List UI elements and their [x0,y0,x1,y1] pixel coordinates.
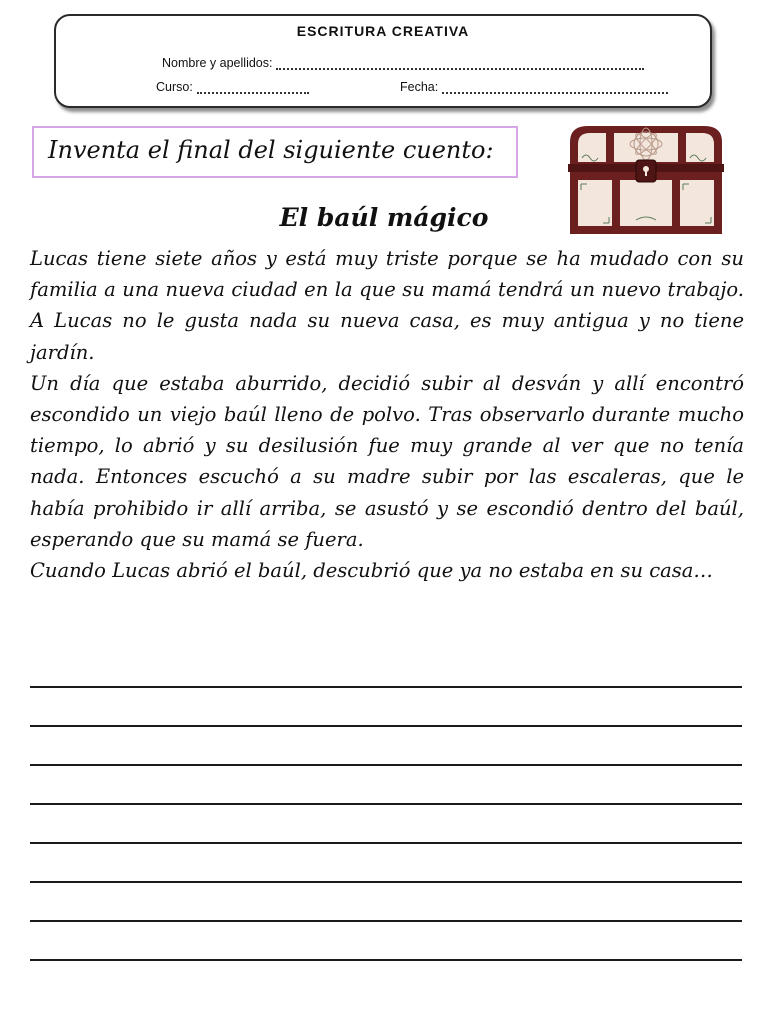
name-field [162,56,644,70]
course-label: Curso: [156,80,193,94]
course-field [156,80,309,94]
writing-line[interactable] [30,725,742,727]
date-blank[interactable] [442,82,668,94]
worksheet-title: ESCRITURA CREATIVA [296,23,470,39]
writing-line[interactable] [30,803,742,805]
instruction-box [32,126,518,178]
writing-area[interactable] [30,686,742,998]
name-label: Nombre y apellidos: [162,56,273,70]
story-paragraph: Lucas tiene siete años y está muy triste porque se ha mudado con su familia a una nueva ciudad en la que su mamá tendrá un nuevo trabajo. A Lucas no le gusta nada su nueva casa, es muy antigua y no tiene jardín. [30,247,744,364]
writing-line[interactable] [30,959,742,961]
story-text [30,243,744,586]
date-field [400,80,668,94]
story-title: El baúl mágico [279,203,489,232]
date-label: Fecha: [400,80,439,94]
course-blank[interactable] [197,82,309,94]
name-blank[interactable] [276,58,644,70]
story-paragraph: Cuando Lucas abrió el baúl, descubrió que ya no estaba en su casa… [30,559,713,583]
story-paragraph: Un día que estaba aburrido, decidió subir al desván y allí encontró escondido un viejo baúl lleno de polvo. Tras observarlo durante mucho tiempo, lo abrió y su desilusión fue muy grande al ver que no tenía nada. Entonces escuchó a su madre subir por las escaleras, que le había prohibido ir allí arriba, se asustó y se escondió dentro del baúl, esperando que su mamá se fuera. [30,371,744,551]
instruction-text: Inventa el final del siguiente cuento: [48,136,494,164]
writing-line[interactable] [30,920,742,922]
writing-line[interactable] [30,764,742,766]
writing-line[interactable] [30,842,742,844]
writing-line[interactable] [30,686,742,688]
writing-line[interactable] [30,881,742,883]
header-box [54,14,712,108]
